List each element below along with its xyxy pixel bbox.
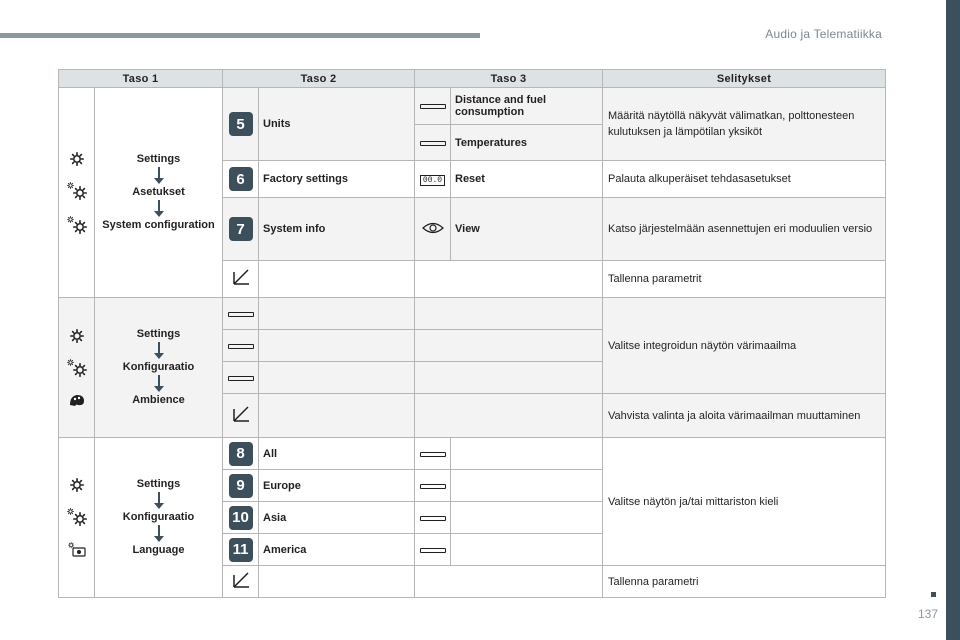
section3-icons xyxy=(59,438,95,598)
table-header-row xyxy=(59,70,886,88)
bar-icon xyxy=(228,312,254,317)
palette-icon xyxy=(69,393,85,407)
side-strip xyxy=(946,0,960,640)
col-header-taso3: Taso 3 xyxy=(415,70,603,88)
col-header-selitykset: Selitykset xyxy=(603,70,886,88)
menu-settings: Settings xyxy=(136,153,181,165)
table-row xyxy=(59,298,886,330)
gears-icon xyxy=(67,359,87,377)
gear-icon xyxy=(70,329,84,343)
table-row xyxy=(59,438,886,470)
bar-icon xyxy=(420,484,446,489)
gear-icon xyxy=(70,478,84,492)
number-badge: 9 xyxy=(229,474,253,498)
menu-system-configuration: System configuration xyxy=(102,219,215,231)
settings-table xyxy=(58,69,886,598)
section2-menu xyxy=(95,298,223,438)
number-badge: 7 xyxy=(229,217,253,241)
back-arrow-icon xyxy=(231,406,251,423)
section2-icons xyxy=(59,298,95,438)
top-decor-bar xyxy=(0,33,480,38)
gears-icon xyxy=(67,182,87,200)
down-arrow-icon xyxy=(154,200,164,218)
eye-icon xyxy=(422,221,444,235)
language-europe: Europe xyxy=(259,470,415,502)
section1-menu xyxy=(95,88,223,298)
level2-units: Units xyxy=(259,88,415,161)
description-ambience: Valitse integroidun näytön värimaailma xyxy=(603,298,886,394)
gears-icon xyxy=(67,216,87,234)
language-all: All xyxy=(259,438,415,470)
menu-settings: Settings xyxy=(136,328,181,340)
level3-temperatures: Temperatures xyxy=(451,125,603,161)
table-row xyxy=(59,88,886,125)
description-factory: Palauta alkuperäiset tehdasasetukset xyxy=(603,161,886,198)
bar-icon xyxy=(228,344,254,349)
description-save-params: Tallenna parametrit xyxy=(603,261,886,298)
number-badge: 10 xyxy=(229,506,253,530)
description-save-param: Tallenna parametri xyxy=(603,566,886,598)
col-header-taso1: Taso 1 xyxy=(59,70,223,88)
level3-distance: Distance and fuel consumption xyxy=(451,88,603,125)
description-units: Määritä näytöllä näkyvät välimatkan, polttonesteen kulutuksen ja lämpötilan yksiköt xyxy=(603,88,886,161)
section1-icons xyxy=(59,88,95,298)
menu-asetukset: Asetukset xyxy=(132,186,185,198)
bar-icon xyxy=(228,376,254,381)
description-confirm-ambience: Vahvista valinta ja aloita värimaailman muuttaminen xyxy=(603,394,886,438)
number-badge: 8 xyxy=(229,442,253,466)
reset-counter-icon: 00.0 xyxy=(420,175,445,186)
level2-factory-settings: Factory settings xyxy=(259,161,415,198)
bar-icon xyxy=(420,548,446,553)
page-number: 137 xyxy=(917,607,938,621)
gears-icon xyxy=(67,508,87,526)
menu-language: Language xyxy=(132,544,185,556)
section3-menu xyxy=(95,438,223,598)
menu-konfiguraatio: Konfiguraatio xyxy=(122,361,195,373)
col-header-taso2: Taso 2 xyxy=(223,70,415,88)
down-arrow-icon xyxy=(154,492,164,510)
language-icon xyxy=(68,542,86,558)
back-arrow-icon xyxy=(231,269,251,286)
down-arrow-icon xyxy=(154,375,164,393)
description-system-info: Katso järjestelmään asennettujen eri moduulien versio xyxy=(603,198,886,261)
number-badge: 11 xyxy=(229,538,253,562)
level3-reset: Reset xyxy=(451,161,603,198)
menu-konfiguraatio: Konfiguraatio xyxy=(122,511,195,523)
level2-system-info: System info xyxy=(259,198,415,261)
bar-icon xyxy=(420,516,446,521)
language-asia: Asia xyxy=(259,502,415,534)
bar-icon xyxy=(420,104,446,109)
down-arrow-icon xyxy=(154,525,164,543)
page-header-title: Audio ja Telematiikka xyxy=(765,27,882,41)
number-badge: 5 xyxy=(229,112,253,136)
bar-icon xyxy=(420,452,446,457)
down-arrow-icon xyxy=(154,167,164,185)
menu-settings: Settings xyxy=(136,478,181,490)
bar-icon xyxy=(420,141,446,146)
number-badge: 6 xyxy=(229,167,253,191)
level3-view: View xyxy=(451,198,603,261)
back-arrow-icon xyxy=(231,572,251,589)
language-america: America xyxy=(259,534,415,566)
menu-ambience: Ambience xyxy=(132,394,185,406)
description-language: Valitse näytön ja/tai mittariston kieli xyxy=(603,438,886,566)
gear-icon xyxy=(70,152,84,166)
page-dot xyxy=(931,592,936,597)
down-arrow-icon xyxy=(154,342,164,360)
